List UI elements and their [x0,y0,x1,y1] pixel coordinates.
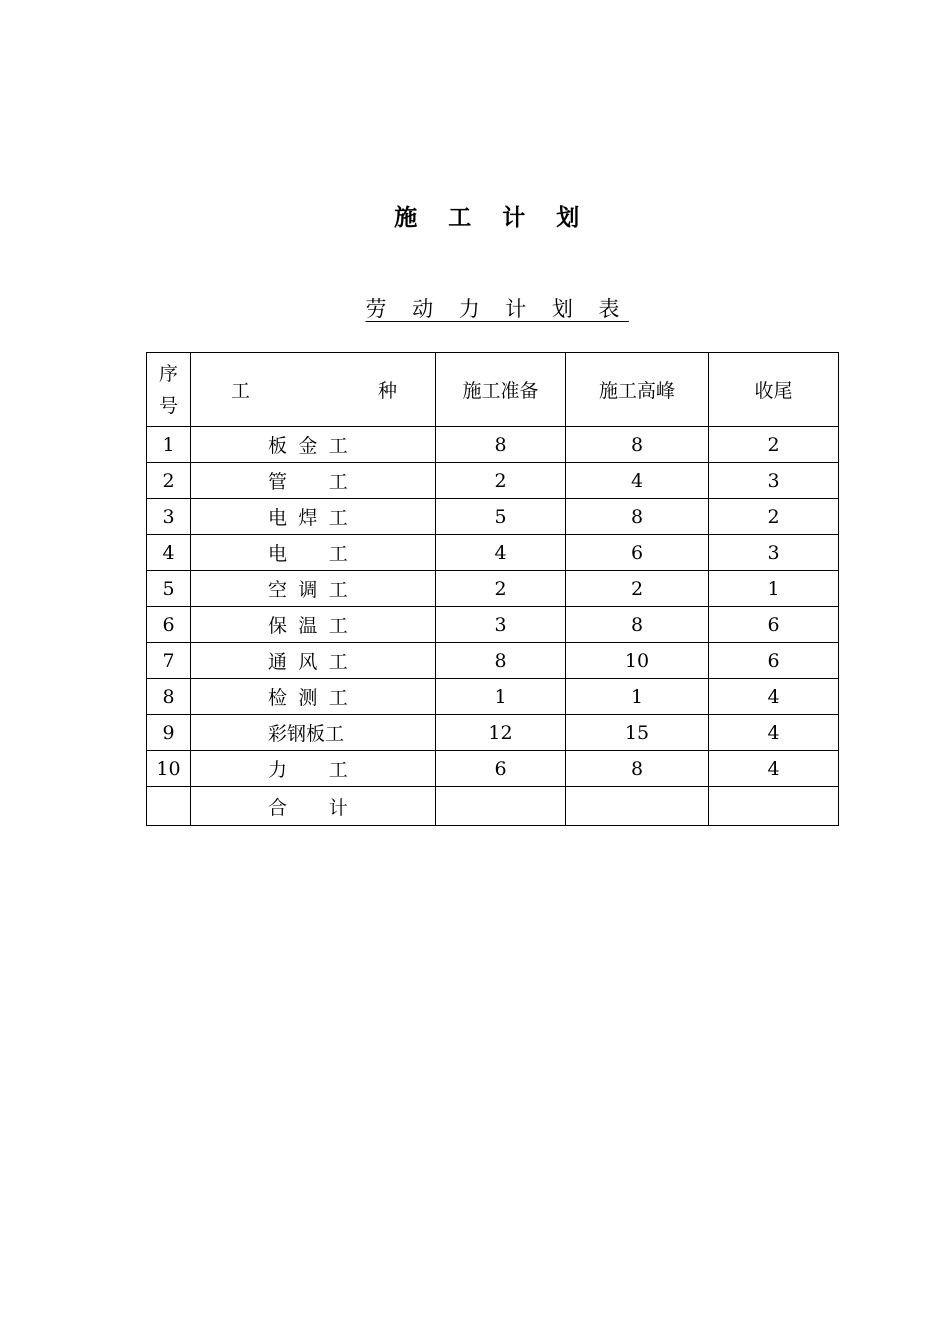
cell-seq [147,787,191,826]
cell-seq: 5 [147,571,191,607]
cell-work-type [191,643,436,679]
header-work-type [191,353,436,427]
work-type-label: 电 工 [268,543,360,565]
table-title-text: 劳 动 力 计 划 表 [365,297,629,321]
cell-finish: 4 [709,715,839,751]
cell-seq: 3 [147,499,191,535]
cell-finish: 4 [709,751,839,787]
cell-finish: 2 [709,427,839,463]
page-title: 施 工 计 划 [394,204,591,231]
work-type-label: 彩钢板工 [268,723,345,745]
cell-seq: 4 [147,535,191,571]
header-seq-line2: 号 [158,394,178,417]
cell-preparation [436,787,566,826]
cell-preparation: 2 [436,463,566,499]
cell-work-type [191,715,436,751]
cell-seq: 8 [147,679,191,715]
table-row [147,715,839,751]
cell-work-type [191,427,436,463]
cell-finish: 6 [709,607,839,643]
cell-preparation: 1 [436,679,566,715]
cell-finish: 6 [709,643,839,679]
work-type-label: 板金工 [268,435,360,457]
work-type-label: 力 工 [268,759,360,781]
cell-work-type [191,499,436,535]
work-type-label: 保温工 [268,615,360,637]
cell-preparation: 3 [436,607,566,643]
cell-work-type [191,571,436,607]
cell-preparation: 2 [436,571,566,607]
header-work-type-right: 种 [377,380,397,402]
cell-finish [709,787,839,826]
cell-seq: 10 [147,751,191,787]
work-type-label: 检测工 [268,687,360,709]
cell-preparation: 6 [436,751,566,787]
cell-peak: 2 [566,571,709,607]
cell-work-type [191,679,436,715]
cell-peak: 1 [566,679,709,715]
table-row [147,679,839,715]
cell-peak: 10 [566,643,709,679]
cell-peak: 8 [566,499,709,535]
cell-preparation: 8 [436,427,566,463]
cell-seq: 9 [147,715,191,751]
cell-peak [566,787,709,826]
work-type-label: 电焊工 [268,507,360,529]
table-row [147,427,839,463]
table-row [147,571,839,607]
header-finish: 收尾 [709,353,839,427]
cell-work-type [191,535,436,571]
table-row [147,643,839,679]
cell-peak: 4 [566,463,709,499]
table-row [147,463,839,499]
cell-finish: 3 [709,535,839,571]
table-row [147,607,839,643]
table-row [147,535,839,571]
cell-finish: 1 [709,571,839,607]
cell-seq: 7 [147,643,191,679]
labor-plan-table [146,352,839,826]
header-seq [147,353,191,427]
header-seq-line1: 序 [158,362,178,385]
cell-finish: 4 [709,679,839,715]
cell-finish: 2 [709,499,839,535]
work-type-label: 通风工 [268,651,360,673]
cell-finish: 3 [709,463,839,499]
cell-total-label [191,787,436,826]
header-work-type-left: 工 [231,380,251,402]
work-type-label: 管 工 [268,471,360,493]
cell-work-type [191,607,436,643]
table-row [147,751,839,787]
header-peak: 施工高峰 [566,353,709,427]
cell-peak: 8 [566,607,709,643]
cell-seq: 1 [147,427,191,463]
cell-preparation: 8 [436,643,566,679]
table-total-row [147,787,839,826]
work-type-label: 空调工 [268,579,360,601]
cell-peak: 8 [566,751,709,787]
cell-preparation: 12 [436,715,566,751]
cell-peak: 8 [566,427,709,463]
table-row [147,499,839,535]
cell-preparation: 5 [436,499,566,535]
cell-work-type [191,463,436,499]
cell-peak: 15 [566,715,709,751]
header-preparation: 施工准备 [436,353,566,427]
table-header-row [147,353,839,427]
cell-seq: 6 [147,607,191,643]
cell-work-type [191,751,436,787]
table-title [0,293,950,325]
cell-seq: 2 [147,463,191,499]
cell-peak: 6 [566,535,709,571]
total-label: 合 计 [268,796,360,819]
cell-preparation: 4 [436,535,566,571]
